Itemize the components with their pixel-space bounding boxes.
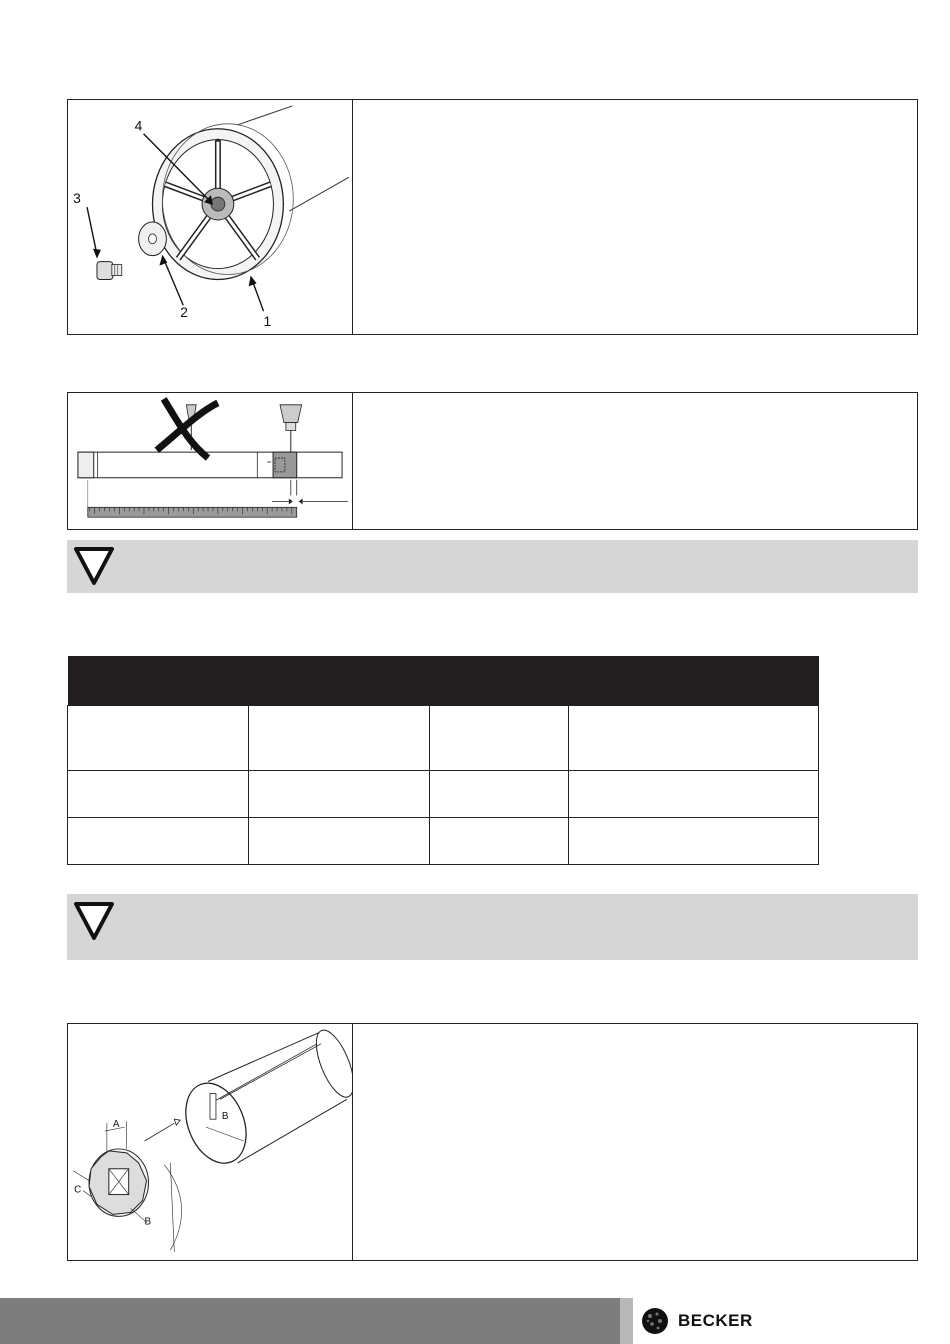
callout-4: 4: [134, 117, 143, 134]
dimension-label-b-tube: B: [221, 1111, 229, 1123]
table-cell: [430, 706, 569, 771]
tube-dimensions-drawing: [68, 1024, 352, 1260]
warning-triangle-icon: [72, 900, 116, 944]
figure-panel-drilling: [67, 392, 918, 530]
panel-text-area: [353, 1024, 917, 1260]
dimension-label-a: A: [112, 1119, 120, 1131]
panel-text-area: [353, 100, 917, 334]
figure-tube-drilling: [68, 393, 353, 529]
figure-panel-tube-dimensions: [67, 1023, 918, 1261]
table-header-cell: [569, 656, 819, 706]
footer-bar-accent: [620, 1298, 633, 1344]
table-cell: [68, 771, 249, 818]
figure-tube-dimensions: [68, 1024, 353, 1260]
dimension-label-c: C: [74, 1184, 82, 1196]
table-header-cell: [68, 656, 249, 706]
table-cell: [249, 818, 430, 865]
table-header-row: [68, 656, 819, 706]
table-row: [68, 771, 819, 818]
callout-2: 2: [180, 304, 188, 321]
becker-globe-icon: [640, 1306, 670, 1336]
table-header-cell: [430, 656, 569, 706]
table-cell: [68, 818, 249, 865]
figure-adapter-assembly: [68, 100, 353, 334]
table-cell: [569, 706, 819, 771]
table-cell: [249, 706, 430, 771]
dimension-label-b-adapter: B: [144, 1216, 152, 1228]
brand-logo-text: BECKER: [678, 1311, 753, 1330]
warning-box: [67, 894, 918, 960]
table-cell: [430, 771, 569, 818]
table-cell: [569, 818, 819, 865]
table-row: [68, 706, 819, 771]
table-cell: [569, 771, 819, 818]
footer-bar: [0, 1298, 620, 1344]
brand-logo: [640, 1305, 753, 1337]
warning-triangle-icon: [72, 545, 116, 589]
panel-text-area: [353, 393, 917, 529]
table-header-cell: [249, 656, 430, 706]
drilling-drawing: [68, 393, 352, 529]
callout-1: 1: [263, 313, 272, 330]
figure-panel-adapter: [67, 99, 918, 335]
table-cell: [249, 771, 430, 818]
table-cell: [68, 706, 249, 771]
specification-table: [67, 656, 819, 865]
warning-box: [67, 540, 918, 593]
table-cell: [430, 818, 569, 865]
adapter-drawing: [68, 100, 352, 334]
table-row: [68, 818, 819, 865]
callout-3: 3: [73, 190, 81, 207]
